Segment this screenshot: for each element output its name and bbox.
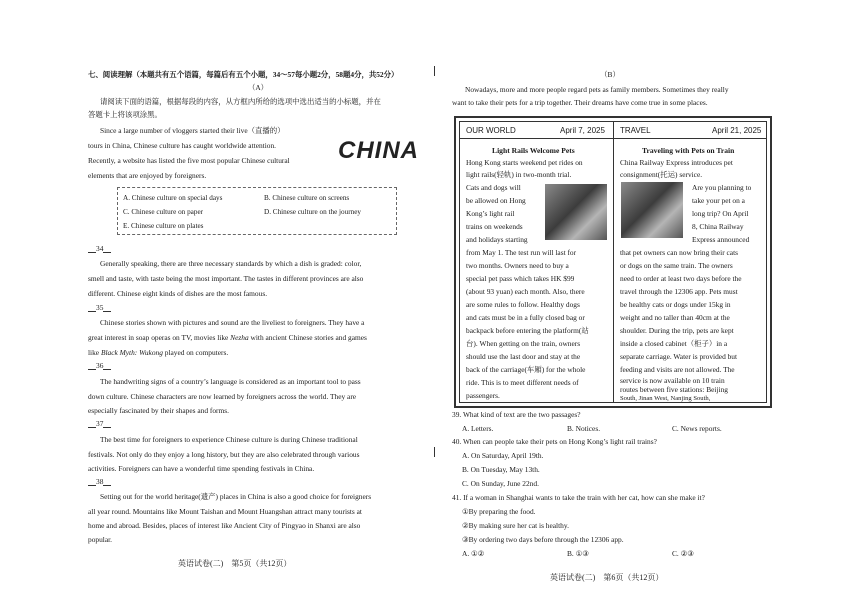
page-footer-left: 英语试卷(二) 第5页（共12页） xyxy=(178,559,292,568)
article2-line: feeding and visits are not allowed. The xyxy=(620,365,735,374)
page-footer-right: 英语试卷(二) 第6页（共12页） xyxy=(550,573,664,582)
article1-line: passengers. xyxy=(466,391,500,400)
article2-line: need to order at least two days before the xyxy=(620,274,742,283)
q41-option-c: C. ②③ xyxy=(672,549,694,558)
column-divider xyxy=(434,66,435,76)
q41-statement-3: ③By ordering two days before through the 12306 app. xyxy=(462,535,624,544)
option-e: E. Chinese culture on plates xyxy=(123,222,204,230)
article1-line: should use the last door and stay at the xyxy=(466,352,581,361)
article2-date: April 21, 2025 xyxy=(712,126,762,135)
article2-line: or dogs on the same train. The owners xyxy=(620,261,733,270)
article1-line: Cats and dogs will xyxy=(466,183,521,192)
article1-line: be allowed on Hong xyxy=(466,196,526,205)
paragraph-37: activities. Foreigners can have a wonderful time spending festivals in China. xyxy=(88,464,315,473)
article2-line: 8, China Railway xyxy=(692,222,744,231)
article1-title: Light Rails Welcome Pets xyxy=(492,146,575,155)
article1-section: OUR WORLD xyxy=(466,126,516,135)
article1-line: 台). When getting on the train, owners xyxy=(466,339,581,348)
article2-line: inside a closed cabinet（柜子）in a xyxy=(620,339,728,348)
paragraph-34: different. Chinese eight kinds of dishes are the most famous. xyxy=(88,289,268,298)
q40-option-a: A. On Saturday, April 19th. xyxy=(462,451,544,460)
article1-line: ride. This is to meet different needs of xyxy=(466,378,579,387)
paragraph-35: Chinese stories shown with pictures and sound are the liveliest to foreigners. They have a xyxy=(100,318,365,327)
option-b: B. Chinese culture on screens xyxy=(264,194,350,202)
section-header: 七、阅读理解（本题共有五个语篇，每篇后有五个小题，34～57每小题2分，58题4分，共52分） xyxy=(88,70,399,79)
question-35-blank: 35 xyxy=(88,303,111,312)
article2-line: Are you planning to xyxy=(692,183,752,192)
paragraph-35: great interest in soap operas on TV, movies like Nezha with ancient Chinese stories and games xyxy=(88,333,367,342)
column-divider xyxy=(434,447,435,457)
q40-option-b: B. On Tuesday, May 13th. xyxy=(462,465,540,474)
intro-line: want to take their pets for a trip together. Their dreams have come true in some places. xyxy=(452,98,708,107)
article2-line: weight and no taller than 40cm at the xyxy=(620,313,730,322)
article1-line: Hong Kong starts weekend pet rides on xyxy=(466,158,583,167)
article2-line: take your pet on a xyxy=(692,196,745,205)
article1-line: Kong’s light rail xyxy=(466,209,515,218)
question-34-blank: 34 xyxy=(88,244,111,253)
paragraph-38: popular. xyxy=(88,535,113,544)
intro-line: Since a large number of vloggers started their live（直播的） xyxy=(100,126,285,135)
article2-line: service is now available on 10 train xyxy=(620,376,725,385)
article1-line: trains on weekends xyxy=(466,222,523,231)
paragraph-38: home and abroad. Besides, places of interest like Ancient City of Pingyao in Shanxi are also xyxy=(88,521,361,530)
intro-line: Recently, a website has listed the five most popular Chinese cultural xyxy=(88,156,290,165)
article2-line: travel through the 12306 app. Pets must xyxy=(620,287,738,296)
option-c: C. Chinese culture on paper xyxy=(123,208,204,216)
article2-line: Express announced xyxy=(692,235,750,244)
q41-statement-2: ②By making sure her cat is healthy. xyxy=(462,521,569,530)
article2-line: consignment(托运) service. xyxy=(620,170,703,179)
article1-line: back of the carriage(车厢) for the whole xyxy=(466,365,586,374)
article2-line: long trip? On April xyxy=(692,209,749,218)
paragraph-37: festivals. Not only do they enjoy a long history, but they are also celebrated through various xyxy=(88,450,360,459)
question-39-stem: 39. What kind of text are the two passages? xyxy=(452,410,581,419)
article1-line: and cats must be in a fully closed bag or xyxy=(466,313,585,322)
instruction-line-1: 请阅读下面的语篇，根据每段的内容，从方框内所给的选项中选出适当的小标题，并在 xyxy=(100,97,381,106)
q41-statement-1: ①By preparing the food. xyxy=(462,507,536,516)
article2-line: shoulder. During the trip, pets are kept xyxy=(620,326,734,335)
q39-option-b: B. Notices. xyxy=(567,424,601,433)
intro-line: tours in China, Chinese culture has caught worldwide attention. xyxy=(88,141,277,150)
question-37-blank: 37 xyxy=(88,419,111,428)
paragraph-38: Setting out for the world heritage(遗产) places in China is also a good choice for foreigners xyxy=(100,492,372,501)
article-divider xyxy=(613,121,614,403)
article2-line: routes between five stations: Beijing xyxy=(620,385,728,394)
article2-line: China Railway Express introduces pet xyxy=(620,158,733,167)
article2-line: that pet owners can now bring their cats xyxy=(620,248,739,257)
q40-option-c: C. On Sunday, June 22nd. xyxy=(462,479,539,488)
paragraph-35: like Black Myth: Wukong played on computers. xyxy=(88,348,229,357)
part-b-label: （B） xyxy=(600,70,620,79)
question-41-stem: 41. If a woman in Shanghai wants to take the train with her cat, how can she make it? xyxy=(452,493,705,502)
article1-date: April 7, 2025 xyxy=(560,126,605,135)
q41-option-a: A. ①② xyxy=(462,549,485,558)
q39-option-c: C. News reports. xyxy=(672,424,722,433)
paragraph-34: Generally speaking, there are three necessary standards by which a dish is graded: color, xyxy=(100,259,362,268)
china-logo: CHINA xyxy=(338,137,419,164)
part-a-label: （A） xyxy=(247,83,269,92)
question-38-blank: 38 xyxy=(88,477,111,486)
header-rule xyxy=(459,138,767,139)
pet-train-photo xyxy=(621,182,683,238)
article1-line: and holidays starting xyxy=(466,235,528,244)
article2-line: separate carriage. Water is provided but xyxy=(620,352,738,361)
paragraph-37: The best time for foreigners to experience Chinese culture is during Chinese traditional xyxy=(100,435,358,444)
q39-option-a: A. Letters. xyxy=(462,424,494,433)
paragraph-34: smell and taste, with taste being the most important. The tastes in different provinces are also xyxy=(88,274,364,283)
q41-option-b: B. ①③ xyxy=(567,549,589,558)
intro-line: Nowadays, more and more people regard pets as family members. Sometimes they really xyxy=(465,85,729,94)
option-d: D. Chinese culture on the journey xyxy=(264,208,362,216)
article1-line: two months. Owners need to buy a xyxy=(466,261,569,270)
instruction-line-2: 答题卡上将该项涂黑。 xyxy=(88,110,162,119)
paragraph-36: down culture. Chinese characters are now learned by foreigners across the world. They are xyxy=(88,392,357,401)
light-rail-pet-photo xyxy=(545,184,607,240)
article1-line: backpack before entering the platform(站 xyxy=(466,326,589,335)
paragraph-36: especially fascinated by their shapes and forms. xyxy=(88,406,229,415)
article2-line: be healthy cats or dogs under 15kg in xyxy=(620,300,731,309)
article1-line: from May 1. The test run will last for xyxy=(466,248,577,257)
article1-line: light rails(轻轨) in two-month trial. xyxy=(466,170,572,179)
option-a: A. Chinese culture on special days xyxy=(123,194,223,202)
question-40-stem: 40. When can people take their pets on Hong Kong’s light rail trains? xyxy=(452,437,657,446)
article2-line: South, Jinan West, Nanjing South, xyxy=(620,395,711,402)
article1-line: are some rules to follow. Healthy dogs xyxy=(466,300,580,309)
paragraph-38: all year round. Mountains like Mount Taishan and Mount Huangshan attract many tourists at xyxy=(88,507,362,516)
question-36-blank: 36 xyxy=(88,361,111,370)
article2-title: Traveling with Pets on Train xyxy=(642,146,735,155)
article1-line: (about 93 yuan) each month. Also, there xyxy=(466,287,585,296)
intro-line: elements that are enjoyed by foreigners. xyxy=(88,171,207,180)
paragraph-36: The handwriting signs of a country’s language is considered as an important tool to pass xyxy=(100,377,361,386)
article1-line: special pet pass which takes HK $99 xyxy=(466,274,575,283)
article2-section: TRAVEL xyxy=(620,126,651,135)
